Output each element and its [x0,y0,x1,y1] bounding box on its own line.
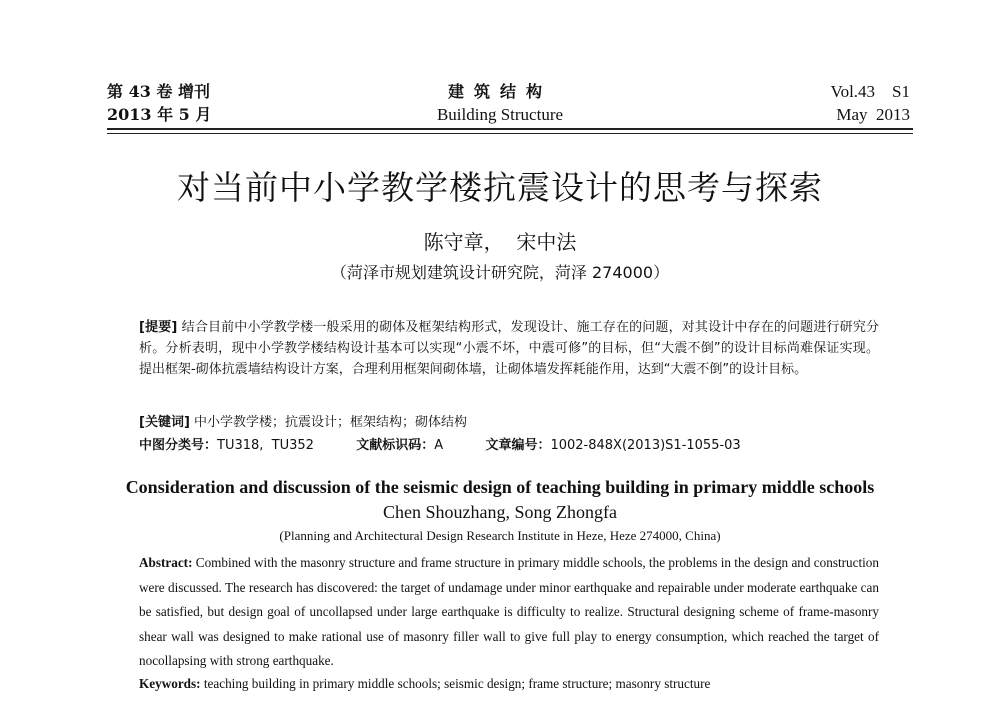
abstract-en-text: Combined with the masonry structure and frame structure in primary middle schools, the problems in the design and construction were discussed. The research has discovered: the target of undamage under minor earthquake and repairable under moderate earthquake can be satisfied, but design goal of uncollapsed under large earthquake is difficulty to realize. Structural designing scheme of frame-masonry shear wall was designed to make rational use of masonry filler wall to give full play to energy consumption, which reached the target of nocollapsing with strong earthquake. [139,555,879,668]
doc-code-value: A [434,438,444,453]
paper-title-en: Consideration and discussion of the seismic design of teaching building in primary middle schools [125,477,875,497]
keywords-en-label: Keywords: [139,676,201,691]
classification-line [139,435,741,456]
journal-name-cn: 建筑结构 [447,82,552,101]
article-no-value: 1002-848X(2013)S1-1055-03 [550,438,741,453]
keywords-en [139,673,879,695]
keywords-en-text: teaching building in primary middle schools; seismic design; frame structure; masonry structure [203,676,711,691]
abstract-en-label: Abstract: [139,555,193,570]
header-right [830,80,910,126]
date-cn: 2013 年 5 月 [107,105,212,124]
class-value: TU318, TU352 [217,438,314,453]
article-no-label: 文章编号： [485,438,551,453]
header-rule-thick [107,128,913,130]
affiliation-cn: （菏泽市规划建筑设计研究院，菏泽 274000） [330,263,670,282]
authors-cn: 陈守章， 宋中法 [423,230,577,254]
affiliation-en: (Planning and Architectural Design Research Institute in Heze, Heze 274000, China) [279,528,721,543]
keywords-cn-text: 中小学教学楼；抗震设计；框架结构；砌体结构 [194,415,468,430]
abstract-cn [139,317,879,380]
date-en: May 2013 [836,105,910,124]
abstract-cn-text: 结合目前中小学教学楼一般采用的砌体及框架结构形式，发现设计、施工存在的问题，对其设计中存在的问题进行研究分析。分析表明，现中小学教学楼结构设计基本可以实现“小震不坏，中震可修”的目标，但“大震不倒”的设计目标尚难保证实现。提出框架-砌体抗震墙结构设计方案，合理利用框架间砌体墙，让砌体墙发挥耗能作用，达到“大震不倒”的设计目标。 [139,320,879,377]
volume-en: Vol.43 S1 [830,82,910,101]
paper-title-cn: 对当前中小学教学楼抗震设计的思考与探索 [177,168,823,207]
abstract-cn-label: [提要] [139,320,178,335]
journal-name-en: Building Structure [436,105,564,124]
keywords-cn-label: [关键词] [139,415,190,430]
abstract-en [139,551,879,674]
header-rule-thin [107,133,913,134]
class-label: 中图分类号： [139,438,218,453]
authors-en: Chen Shouzhang, Song Zhongfa [383,502,617,522]
doc-code-label: 文献标识码： [356,438,435,453]
volume-cn: 第 43 卷 增刊 [107,82,210,101]
keywords-cn [139,412,467,433]
